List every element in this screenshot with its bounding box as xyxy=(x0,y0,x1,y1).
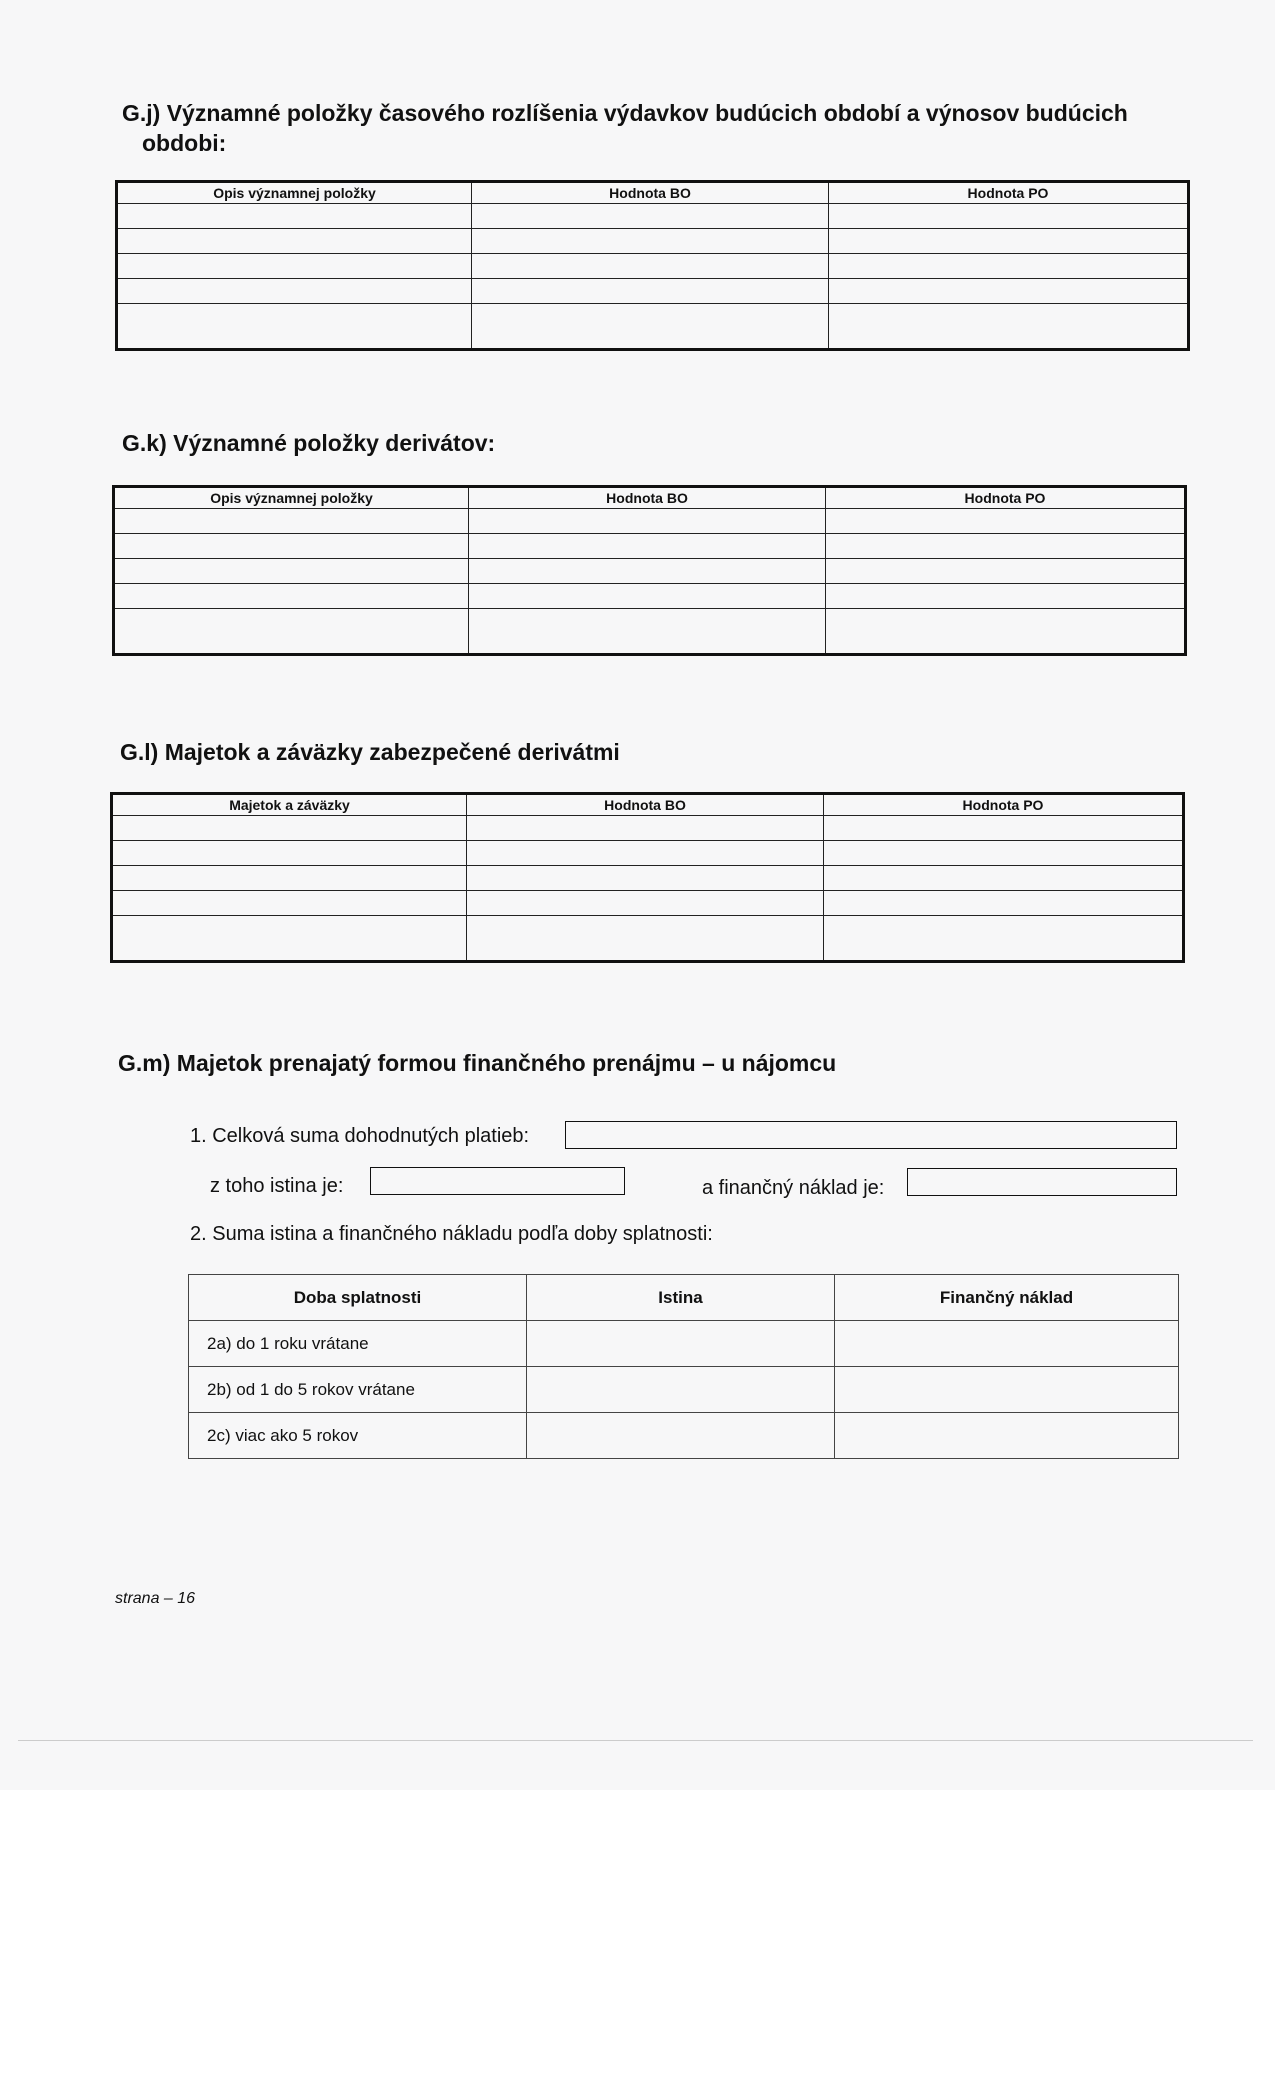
gl-header-assets: Majetok a záväzky xyxy=(112,794,467,816)
table-row xyxy=(114,609,1186,655)
gl-cell[interactable] xyxy=(467,866,824,891)
total-payments-field[interactable] xyxy=(565,1121,1177,1149)
table-row xyxy=(117,279,1189,304)
maturity-finance-cost-cell[interactable] xyxy=(835,1413,1179,1459)
table-row xyxy=(112,816,1184,841)
table-gk xyxy=(112,485,1187,656)
maturity-header-principal: Istina xyxy=(527,1275,835,1321)
gj-cell[interactable] xyxy=(829,204,1189,229)
gl-cell[interactable] xyxy=(112,816,467,841)
gk-cell[interactable] xyxy=(469,559,826,584)
gj-cell[interactable] xyxy=(829,304,1189,350)
gj-cell[interactable] xyxy=(829,254,1189,279)
gj-header-value-po: Hodnota PO xyxy=(829,182,1189,204)
gl-cell[interactable] xyxy=(824,841,1184,866)
gk-cell[interactable] xyxy=(469,609,826,655)
gk-cell[interactable] xyxy=(826,584,1186,609)
table-row xyxy=(117,254,1189,279)
gl-header-value-po: Hodnota PO xyxy=(824,794,1184,816)
gj-cell[interactable] xyxy=(117,279,472,304)
gj-cell[interactable] xyxy=(472,229,829,254)
table-row xyxy=(114,509,1186,534)
table-row xyxy=(112,916,1184,962)
gk-header-value-bo: Hodnota BO xyxy=(469,487,826,509)
table-row xyxy=(114,534,1186,559)
principal-field[interactable] xyxy=(370,1167,625,1195)
maturity-principal-cell[interactable] xyxy=(527,1321,835,1367)
maturity-row-label: 2a) do 1 roku vrátane xyxy=(189,1321,527,1367)
table-row xyxy=(112,841,1184,866)
maturity-principal-cell[interactable] xyxy=(527,1413,835,1459)
gj-cell[interactable] xyxy=(472,279,829,304)
table-row xyxy=(114,559,1186,584)
section-gm-title: G.m) Majetok prenajatý formou finančného prenájmu – u nájomcu xyxy=(118,1050,837,1076)
gj-header-description: Opis významnej položky xyxy=(117,182,472,204)
table-row xyxy=(117,204,1189,229)
table-row xyxy=(189,1321,1179,1367)
gk-cell[interactable] xyxy=(469,534,826,559)
maturity-finance-cost-cell[interactable] xyxy=(835,1321,1179,1367)
table-row xyxy=(189,1413,1179,1459)
gk-cell[interactable] xyxy=(826,559,1186,584)
maturity-breakdown-label: 2. Suma istina a finančného nákladu podľa doby splatnosti: xyxy=(190,1223,713,1245)
gk-cell[interactable] xyxy=(826,534,1186,559)
gj-cell[interactable] xyxy=(117,204,472,229)
gj-cell[interactable] xyxy=(117,304,472,350)
table-row xyxy=(112,891,1184,916)
gk-cell[interactable] xyxy=(114,534,469,559)
gl-cell[interactable] xyxy=(824,816,1184,841)
maturity-header-finance-cost: Finančný náklad xyxy=(835,1275,1179,1321)
finance-cost-field[interactable] xyxy=(907,1168,1177,1196)
gl-cell[interactable] xyxy=(824,916,1184,962)
gk-cell[interactable] xyxy=(469,584,826,609)
gk-cell[interactable] xyxy=(114,509,469,534)
gl-cell[interactable] xyxy=(824,891,1184,916)
gj-cell[interactable] xyxy=(117,254,472,279)
section-gk-title: G.k) Významné položky derivátov: xyxy=(122,430,496,456)
section-gj-title: G.j) Významné položky časového rozlíšenia výdavkov budúcich období a výnosov budúcich obdobi: xyxy=(122,100,1128,156)
gl-cell[interactable] xyxy=(112,891,467,916)
table-gj xyxy=(115,180,1190,351)
gj-cell[interactable] xyxy=(829,229,1189,254)
maturity-finance-cost-cell[interactable] xyxy=(835,1367,1179,1413)
gl-cell[interactable] xyxy=(467,916,824,962)
maturity-row-label: 2c) viac ako 5 rokov xyxy=(189,1413,527,1459)
gk-header-value-po: Hodnota PO xyxy=(826,487,1186,509)
table-gl xyxy=(110,792,1185,963)
gj-cell[interactable] xyxy=(472,254,829,279)
maturity-row-label: 2b) od 1 do 5 rokov vrátane xyxy=(189,1367,527,1413)
gk-cell[interactable] xyxy=(826,509,1186,534)
gl-cell[interactable] xyxy=(824,866,1184,891)
gj-header-value-bo: Hodnota BO xyxy=(472,182,829,204)
total-payments-label: 1. Celková suma dohodnutých platieb: xyxy=(190,1125,530,1147)
gj-cell[interactable] xyxy=(829,279,1189,304)
gk-cell[interactable] xyxy=(114,609,469,655)
gk-cell[interactable] xyxy=(114,559,469,584)
gl-cell[interactable] xyxy=(467,891,824,916)
table-row xyxy=(117,229,1189,254)
table-row xyxy=(189,1367,1179,1413)
maturity-header-period: Doba splatnosti xyxy=(189,1275,527,1321)
table-row xyxy=(114,584,1186,609)
gk-cell[interactable] xyxy=(469,509,826,534)
page-bottom-divider xyxy=(18,1740,1253,1741)
finance-cost-label: a finančný náklad je: xyxy=(702,1177,885,1199)
table-row xyxy=(117,304,1189,350)
gk-cell[interactable] xyxy=(826,609,1186,655)
gl-cell[interactable] xyxy=(112,916,467,962)
gl-cell[interactable] xyxy=(112,841,467,866)
principal-label: z toho istina je: xyxy=(210,1175,344,1197)
maturity-table xyxy=(188,1274,1179,1459)
gl-cell[interactable] xyxy=(467,816,824,841)
page-number: strana – 16 xyxy=(115,1590,196,1607)
gj-cell[interactable] xyxy=(472,304,829,350)
gk-header-description: Opis významnej položky xyxy=(114,487,469,509)
gk-cell[interactable] xyxy=(114,584,469,609)
section-gl-title: G.l) Majetok a záväzky zabezpečené derivátmi xyxy=(120,739,620,765)
maturity-principal-cell[interactable] xyxy=(527,1367,835,1413)
gl-header-value-bo: Hodnota BO xyxy=(467,794,824,816)
gj-cell[interactable] xyxy=(117,229,472,254)
gl-cell[interactable] xyxy=(467,841,824,866)
table-row xyxy=(112,866,1184,891)
gj-cell[interactable] xyxy=(472,204,829,229)
gl-cell[interactable] xyxy=(112,866,467,891)
